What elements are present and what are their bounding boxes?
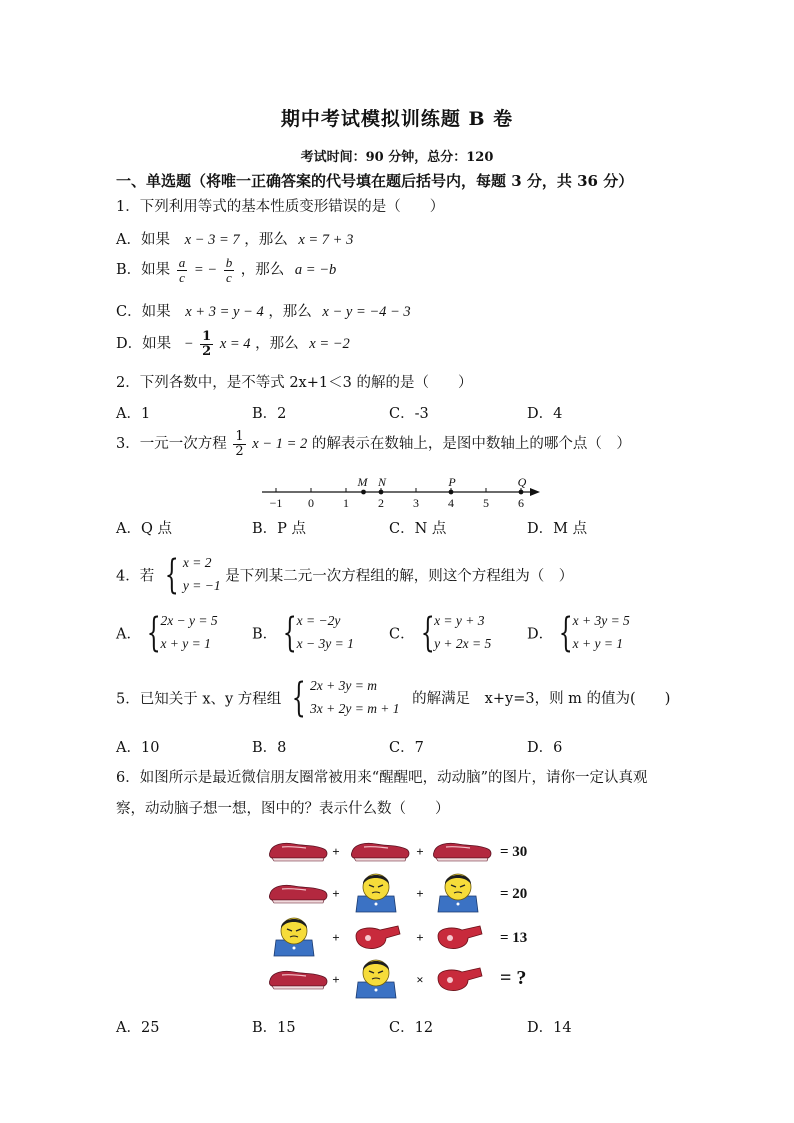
picture-puzzle	[268, 830, 558, 1005]
operator-symbol: +	[416, 930, 424, 945]
point-label: M	[357, 475, 368, 489]
question-text: 的解表示在数轴上，是图中数轴上的哪个点（ ）	[311, 436, 631, 453]
math-expression: x = 4	[219, 336, 251, 353]
row-result: = 13	[500, 930, 528, 946]
q4-option-b: B． { x = −2y x − 3y = 1	[252, 609, 354, 656]
question-text: 是下列某二元一次方程组的解，则这个方程组为（ ）	[225, 568, 574, 585]
boy-icon	[356, 960, 396, 998]
math-expression: x − 1 = 2	[252, 436, 308, 453]
point-label: Q	[517, 475, 527, 489]
q1-option-d	[116, 330, 350, 358]
connector-text: ，那么	[255, 336, 299, 353]
math-expression: x + 3 = y − 4	[185, 304, 264, 320]
math-expression: x = −2	[309, 336, 350, 353]
equation-system: 2x + 3y = m 3x + 2y = m + 1	[309, 678, 400, 716]
fraction: $\frac{1}{2}$	[202, 329, 212, 359]
brace: {	[164, 551, 179, 598]
math-expression: = −	[193, 262, 218, 279]
question-text: 3．一元一次方程	[116, 436, 227, 453]
page-title: 期中考试模拟训练题 B 卷	[280, 108, 514, 130]
operator-symbol: +	[416, 886, 424, 901]
q6-option-b: B．15	[252, 1020, 296, 1036]
q2-option-d: D．4	[527, 406, 563, 422]
q3-option-d: D．M 点	[527, 521, 588, 537]
row-result: = 20	[500, 886, 528, 902]
point-marker	[361, 490, 366, 495]
q4-stem	[116, 552, 573, 598]
operator-symbol: +	[332, 844, 340, 859]
row-result: = 30	[500, 844, 528, 860]
tick-label: 5	[483, 496, 489, 510]
point-marker	[379, 490, 384, 495]
equation-system: x = 2 y = −1	[182, 555, 221, 593]
boy-icon	[356, 874, 396, 912]
fraction: $\frac{a}{c}$	[178, 255, 186, 285]
q5-option-d: D．6	[527, 740, 563, 756]
shoe-icon	[351, 843, 409, 861]
math-expression: x = 7 + 3	[298, 232, 354, 248]
whistle-icon	[356, 926, 400, 949]
boy-icon	[438, 874, 478, 912]
brace: {	[291, 674, 306, 721]
point-marker	[519, 490, 524, 495]
question-text: 的解满足 x+y=3，则 m 的值为( )	[412, 691, 671, 708]
option-label: D．如果	[116, 336, 172, 353]
axis-arrow	[530, 488, 540, 496]
tick-label: 0	[308, 496, 314, 510]
boy-icon	[274, 918, 314, 956]
q4-option-a: A． { 2x − y = 5 x + y = 1	[116, 609, 218, 656]
q2-option-a: A．1	[116, 406, 151, 422]
q3-stem	[116, 430, 631, 458]
q6-stem-line2: 察，动动脑子想一想，图中的？表示什么数（ ）	[116, 801, 450, 817]
tick-label: −1	[269, 496, 283, 510]
q1-option-b	[116, 256, 336, 284]
q6-option-c: C．12	[389, 1020, 434, 1036]
operator-symbol: +	[416, 844, 424, 859]
q2-option-c: C．-3	[389, 406, 429, 422]
q3-option-a: A．Q 点	[116, 521, 172, 537]
q1-option-a	[116, 228, 353, 249]
operator-symbol: +	[332, 886, 340, 901]
point-label: N	[377, 475, 387, 489]
connector-text: ，那么	[268, 304, 312, 320]
shoe-icon	[269, 843, 327, 861]
question-text: 4．若	[116, 568, 155, 585]
q2-stem: 2．下列各数中，是不等式 2x+1＜3 的解的是（ ）	[116, 375, 473, 391]
math-expression: a = −b	[294, 262, 337, 279]
option-label: A．如果	[116, 232, 170, 248]
q6-stem-line1: 6．如图所示是最近微信朋友圈常被用来“醒醒吧，动动脑”的图片，请你一定认真观	[116, 770, 648, 786]
row-result: = ?	[500, 967, 527, 989]
tick-label: 4	[448, 496, 454, 510]
fraction: $\frac{b}{c}$	[225, 255, 233, 285]
whistle-icon	[438, 926, 482, 949]
point-marker	[449, 490, 454, 495]
option-label: B．如果	[116, 262, 171, 279]
shoe-icon	[269, 885, 327, 903]
math-expression: x − y = −4 − 3	[322, 304, 411, 320]
q3-option-c: C．N 点	[389, 521, 447, 537]
number-line	[258, 468, 548, 510]
q2-option-b: B．2	[252, 406, 287, 422]
q5-option-b: B．8	[252, 740, 287, 756]
math-expression: −	[183, 336, 194, 353]
exam-info: 考试时间：90 分钟，总分：120	[300, 150, 494, 165]
section-heading: 一、单选题（将唯一正确答案的代号填在题后括号内，每题 3 分，共 36 分）	[116, 172, 634, 190]
q4-option-c: C． { x = y + 3 y + 2x = 5	[389, 609, 492, 656]
fraction: $\frac{1}{2}$	[235, 429, 244, 459]
question-text: 5．已知关于 x、y 方程组	[116, 691, 282, 708]
whistle-icon	[438, 968, 482, 991]
math-expression: x − 3 = 7	[184, 232, 240, 248]
q3-option-b: B．P 点	[252, 521, 307, 537]
shoe-icon	[433, 843, 491, 861]
connector-text: ，那么	[244, 232, 288, 248]
q5-option-c: C．7	[389, 740, 424, 756]
tick-label: 6	[518, 496, 524, 510]
operator-symbol: +	[332, 930, 340, 945]
q5-option-a: A．10	[116, 740, 160, 756]
q6-option-d: D．14	[527, 1020, 572, 1036]
tick-label: 3	[413, 496, 419, 510]
option-label: C．如果	[116, 304, 171, 320]
operator-symbol: +	[332, 972, 340, 987]
shoe-icon	[269, 971, 327, 989]
point-label: P	[448, 475, 456, 489]
tick-label: 2	[378, 496, 384, 510]
q1-option-c	[116, 300, 411, 321]
tick-label: 1	[343, 496, 349, 510]
connector-text: ，那么	[240, 262, 285, 279]
q4-option-d: D． { x + 3y = 5 x + y = 1	[527, 609, 630, 656]
q6-option-a: A．25	[116, 1020, 160, 1036]
q5-stem	[116, 675, 670, 721]
q1-stem: 1．下列利用等式的基本性质变形错误的是（ ）	[116, 199, 445, 215]
operator-symbol: ×	[416, 972, 424, 987]
